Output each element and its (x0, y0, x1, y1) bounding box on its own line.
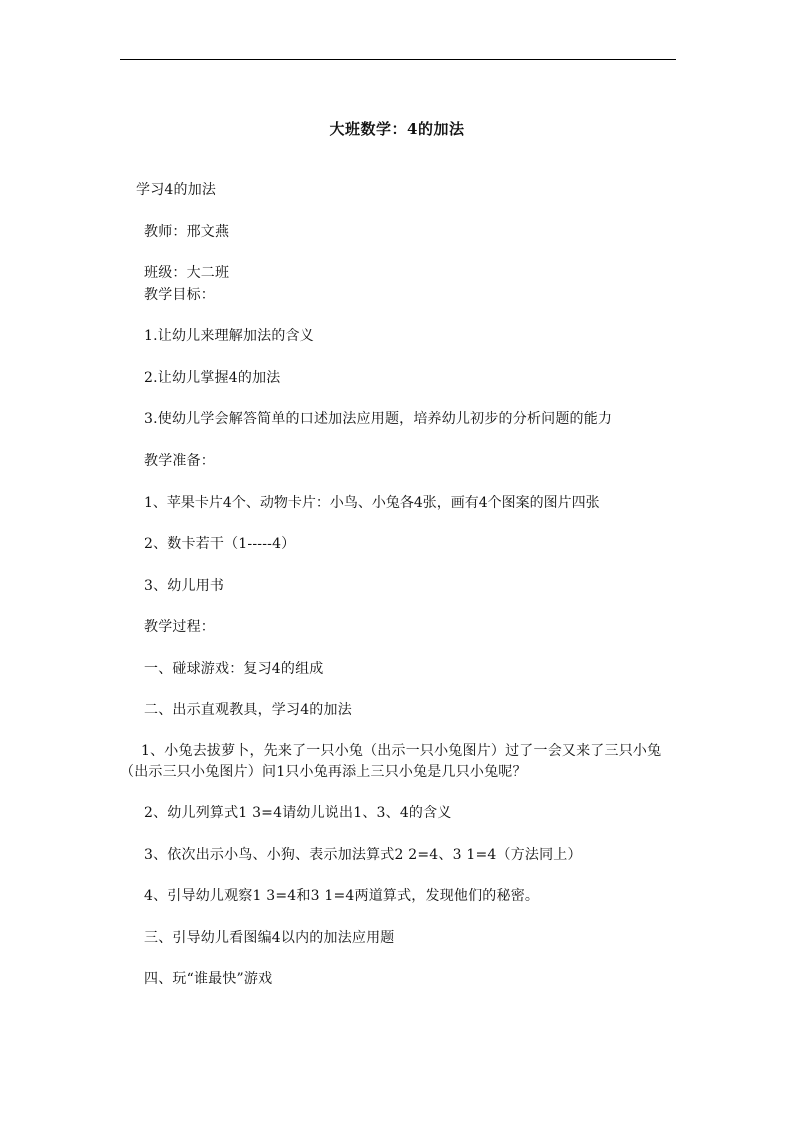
topic-line: 学习4的加法 (136, 182, 217, 198)
process-step-2-item-3: 3、依次出示小鸟、小狗、表示加法算式2 2=4、3 1=4（方法同上） (144, 847, 582, 863)
preparation-item-1: 1、苹果卡片4个、动物卡片：小鸟、小兔各4张，画有4个图案的图片四张 (144, 495, 600, 511)
process-step-2-item-1: 1、小兔去拔萝卜，先来了一只小兔（出示一只小兔图片）过了一会又来了三只小兔（出示三只小兔图片）问1只小兔再添上三只小兔是几只小兔呢？ (120, 743, 662, 780)
preparation-item-3: 3、幼儿用书 (144, 578, 225, 594)
process-heading: 教学过程： (144, 619, 215, 635)
class-line: 班级：大二班 (144, 265, 230, 281)
document-title: 大班数学：4的加法 (329, 120, 465, 138)
objective-item-1: 1.让幼儿来理解加法的含义 (144, 328, 314, 344)
objectives-heading: 教学目标： (144, 287, 215, 303)
preparation-item-2: 2、数卡若干（1-----4） (144, 536, 296, 552)
process-step-1: 一、碰球游戏：复习4的组成 (144, 661, 324, 677)
process-step-2-item-4: 4、引导幼儿观察1 3=4和3 1=4两道算式，发现他们的秘密。 (144, 888, 540, 904)
preparation-heading: 教学准备： (144, 453, 215, 469)
objective-item-3: 3.使幼儿学会解答简单的口述加法应用题，培养幼儿初步的分析问题的能力 (144, 411, 613, 427)
process-step-4: 四、玩“谁最快”游戏 (144, 971, 273, 987)
teacher-line: 教师：邢文燕 (144, 224, 230, 240)
header-rule (120, 59, 676, 60)
process-step-3: 三、引导幼儿看图编4以内的加法应用题 (144, 930, 395, 946)
process-step-2: 二、出示直观教具，学习4的加法 (144, 702, 352, 718)
objective-item-2: 2.让幼儿掌握4的加法 (144, 370, 281, 386)
process-step-2-item-2: 2、幼儿列算式1 3=4请幼儿说出1、3、4的含义 (144, 805, 452, 821)
